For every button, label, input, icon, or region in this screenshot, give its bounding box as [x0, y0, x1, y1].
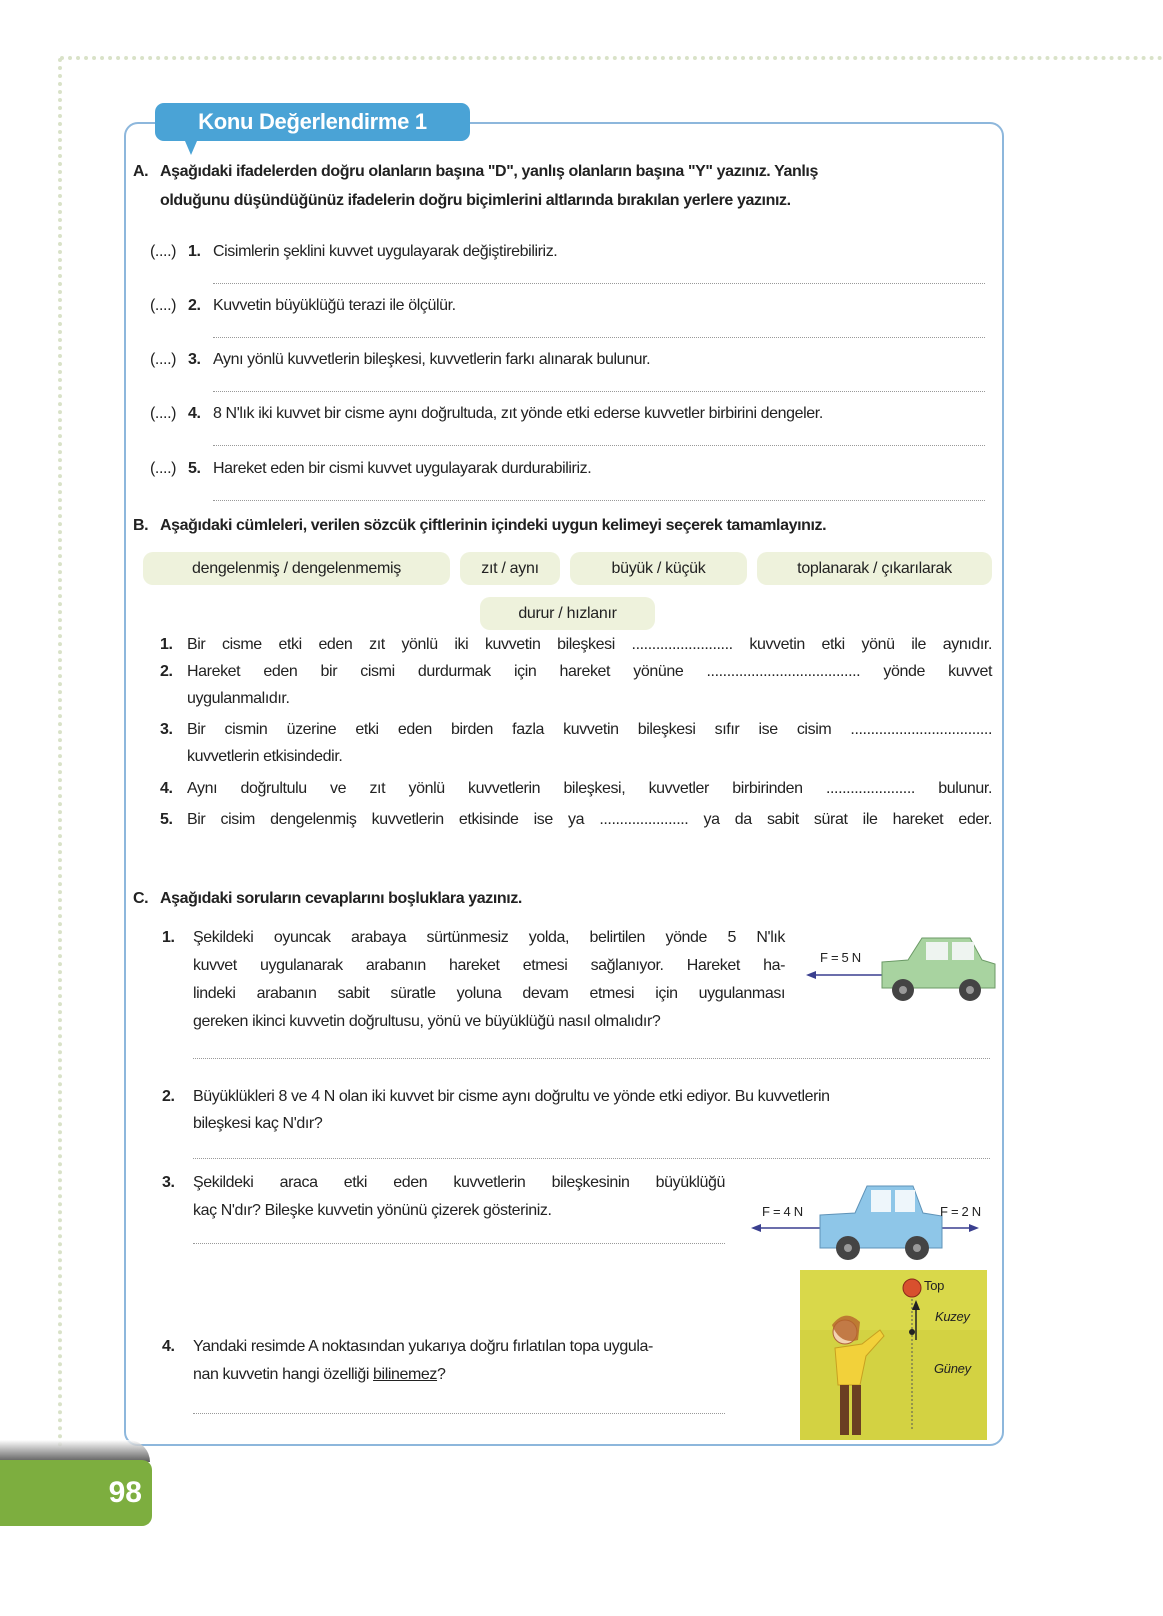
ball: [903, 1279, 921, 1297]
item-number: 4.: [160, 780, 173, 797]
section-b-instruction: Aşağıdaki cümleleri, verilen sözcük çiftlerinin içindeki uygun kelimeyi seçerek tamamlayınız.: [160, 517, 827, 534]
fill-in-sentence: Hareket eden bir cismi durdurmak için hareket yönüne ...................................... yönde kuvvet: [187, 663, 992, 680]
statement-text: 8 N'lık iki kuvvet bir cisme aynı doğrultuda, zıt yönde etki ederse kuvvetler birbirini dengeler.: [213, 405, 823, 422]
item-number: 1.: [188, 243, 201, 260]
item-number: 2.: [188, 297, 201, 314]
section-a-instruction-1: Aşağıdaki ifadelerden doğru olanların başına "D", yanlış olanların başına "Y" yazınız. Yanlış: [160, 163, 818, 180]
girl-throwing-ball-figure: [800, 1270, 987, 1440]
item-number: 5.: [188, 460, 201, 477]
statement-text: Cisimlerin şeklini kuvvet uygulayarak değiştirebiliriz.: [213, 243, 558, 260]
arrow-head-icon: [806, 971, 816, 979]
underlined-word: bilinemez: [373, 1366, 438, 1383]
item-number: 3.: [188, 351, 201, 368]
question-number: 2.: [162, 1088, 175, 1105]
statement-text: Aynı yönlü kuvvetlerin bileşkesi, kuvvetlerin farkı alınarak bulunur.: [213, 351, 651, 368]
correction-line[interactable]: [213, 337, 985, 338]
text: nan kuvvetin hangi özelliği: [193, 1366, 374, 1383]
item-number: 5.: [160, 811, 173, 828]
statement-text: Kuvvetin büyüklüğü terazi ile ölçülür.: [213, 297, 456, 314]
correction-line[interactable]: [213, 445, 985, 446]
force-label-left: F = 4 N: [762, 1204, 803, 1219]
force-label-right: F = 2 N: [940, 1204, 981, 1219]
decorative-left-border: [58, 58, 62, 1448]
item-number: 2.: [160, 663, 173, 680]
item-number: 1.: [160, 636, 173, 653]
arrow-head-icon: [751, 1224, 761, 1232]
answer-blank[interactable]: (....): [150, 243, 177, 260]
question-3-line: Şekildeki araca etki eden kuvvetlerin bileşkesinin büyüklüğü: [193, 1174, 725, 1191]
page-tab-shadow: [0, 1440, 150, 1462]
answer-blank[interactable]: (....): [150, 405, 177, 422]
fill-in-sentence: Aynı doğrultulu ve zıt yönlü kuvvetlerin bileşkesi, kuvvetler birbirinden ...................... bulunur.: [187, 780, 992, 797]
question-1-line: gereken ikinci kuvvetin doğrultusu, yönü ve büyüklüğü nasıl olmalıdır?: [193, 1013, 661, 1030]
correction-line[interactable]: [213, 500, 985, 501]
car-window: [952, 942, 974, 960]
word-pair-chip: zıt / aynı: [460, 552, 560, 585]
word-pair-chip: dengelenmiş / dengelenmemiş: [143, 552, 450, 585]
answer-line[interactable]: [193, 1413, 725, 1414]
page-number-tab: [0, 1460, 152, 1526]
question-number: 1.: [162, 929, 175, 946]
word-pair-chip: büyük / küçük: [570, 552, 747, 585]
question-1-line: Şekildeki oyuncak arabaya sürtünmesiz yolda, belirtilen yönde 5 N'lık: [193, 929, 785, 946]
question-3-line: kaç N'dır? Bileşke kuvvetin yönünü çizerek gösteriniz.: [193, 1202, 552, 1219]
page-number: 98: [108, 1476, 142, 1509]
section-c-instruction: Aşağıdaki soruların cevaplarını boşluklara yazınız.: [160, 890, 522, 907]
section-b-letter: B.: [133, 517, 149, 534]
fill-in-sentence: Bir cisim dengelenmiş kuvvetlerin etkisinde ise ya ...................... ya da sabit sürat ile hareket eder.: [187, 811, 992, 828]
north-label: Kuzey: [935, 1309, 970, 1324]
car-window: [895, 1190, 915, 1212]
answer-blank[interactable]: (....): [150, 460, 177, 477]
force-label: F = 5 N: [820, 950, 861, 965]
answer-line[interactable]: [193, 1243, 725, 1244]
fill-in-sentence-cont: uygulanmalıdır.: [187, 690, 290, 707]
question-number: 4.: [162, 1338, 175, 1355]
south-label: Güney: [934, 1361, 971, 1376]
statement-text: Hareket eden bir cismi kuvvet uygulayarak durdurabiliriz.: [213, 460, 592, 477]
word-pair-chip: toplanarak / çıkarılarak: [757, 552, 992, 585]
section-a-instruction-2: olduğunu düşündüğünüz ifadelerin doğru biçimlerini altlarında bırakılan yerlere yazınız.: [160, 192, 791, 209]
fill-in-sentence: Bir cisme etki eden zıt yönlü iki kuvvetin bileşkesi ......................... kuvvetin etki yönü ile aynıdır.: [187, 636, 992, 653]
answer-line[interactable]: [193, 1058, 990, 1059]
page-title: Konu Değerlendirme 1: [155, 103, 470, 141]
text: ?: [437, 1366, 446, 1383]
point-a: [909, 1329, 915, 1335]
ball-label: Top: [924, 1278, 945, 1293]
question-1-line: kuvvet uygulanarak arabanın hareket etmesi sağlanıyor. Hareket ha-: [193, 957, 785, 974]
question-4-line: [193, 1365, 446, 1385]
answer-blank[interactable]: (....): [150, 351, 177, 368]
item-number: 4.: [188, 405, 201, 422]
question-1-line: lindeki arabanın sabit süratle yoluna devam etmesi için uygulanması: [193, 985, 785, 1002]
car-window: [871, 1190, 891, 1212]
word-pair-chip: durur / hızlanır: [480, 597, 655, 630]
question-number: 3.: [162, 1174, 175, 1191]
fill-in-sentence-cont: kuvvetlerin etkisindedir.: [187, 748, 343, 765]
answer-blank[interactable]: (....): [150, 297, 177, 314]
green-car-figure: [800, 930, 1000, 1010]
answer-line[interactable]: [193, 1158, 990, 1159]
blue-car-figure: [745, 1180, 985, 1270]
item-number: 3.: [160, 721, 173, 738]
car-window: [926, 942, 948, 960]
fill-in-sentence: Bir cismin üzerine etki eden birden fazla kuvvetin bileşkesi sıfır ise cisim ...................................: [187, 721, 992, 738]
arrow-head-icon: [969, 1224, 979, 1232]
correction-line[interactable]: [213, 391, 985, 392]
correction-line[interactable]: [213, 283, 985, 284]
question-4-line: Yandaki resimde A noktasından yukarıya doğru fırlatılan topa uygula-: [193, 1338, 653, 1355]
question-2-line: bileşkesi kaç N'dır?: [193, 1115, 323, 1132]
section-c-letter: C.: [133, 890, 149, 907]
decorative-top-border: [60, 56, 1163, 60]
question-2-line: Büyüklükleri 8 ve 4 N olan iki kuvvet bir cisme aynı doğrultu ve yönde etki ediyor. Bu kuvvetlerin: [193, 1088, 830, 1105]
section-a-letter: A.: [133, 163, 149, 180]
